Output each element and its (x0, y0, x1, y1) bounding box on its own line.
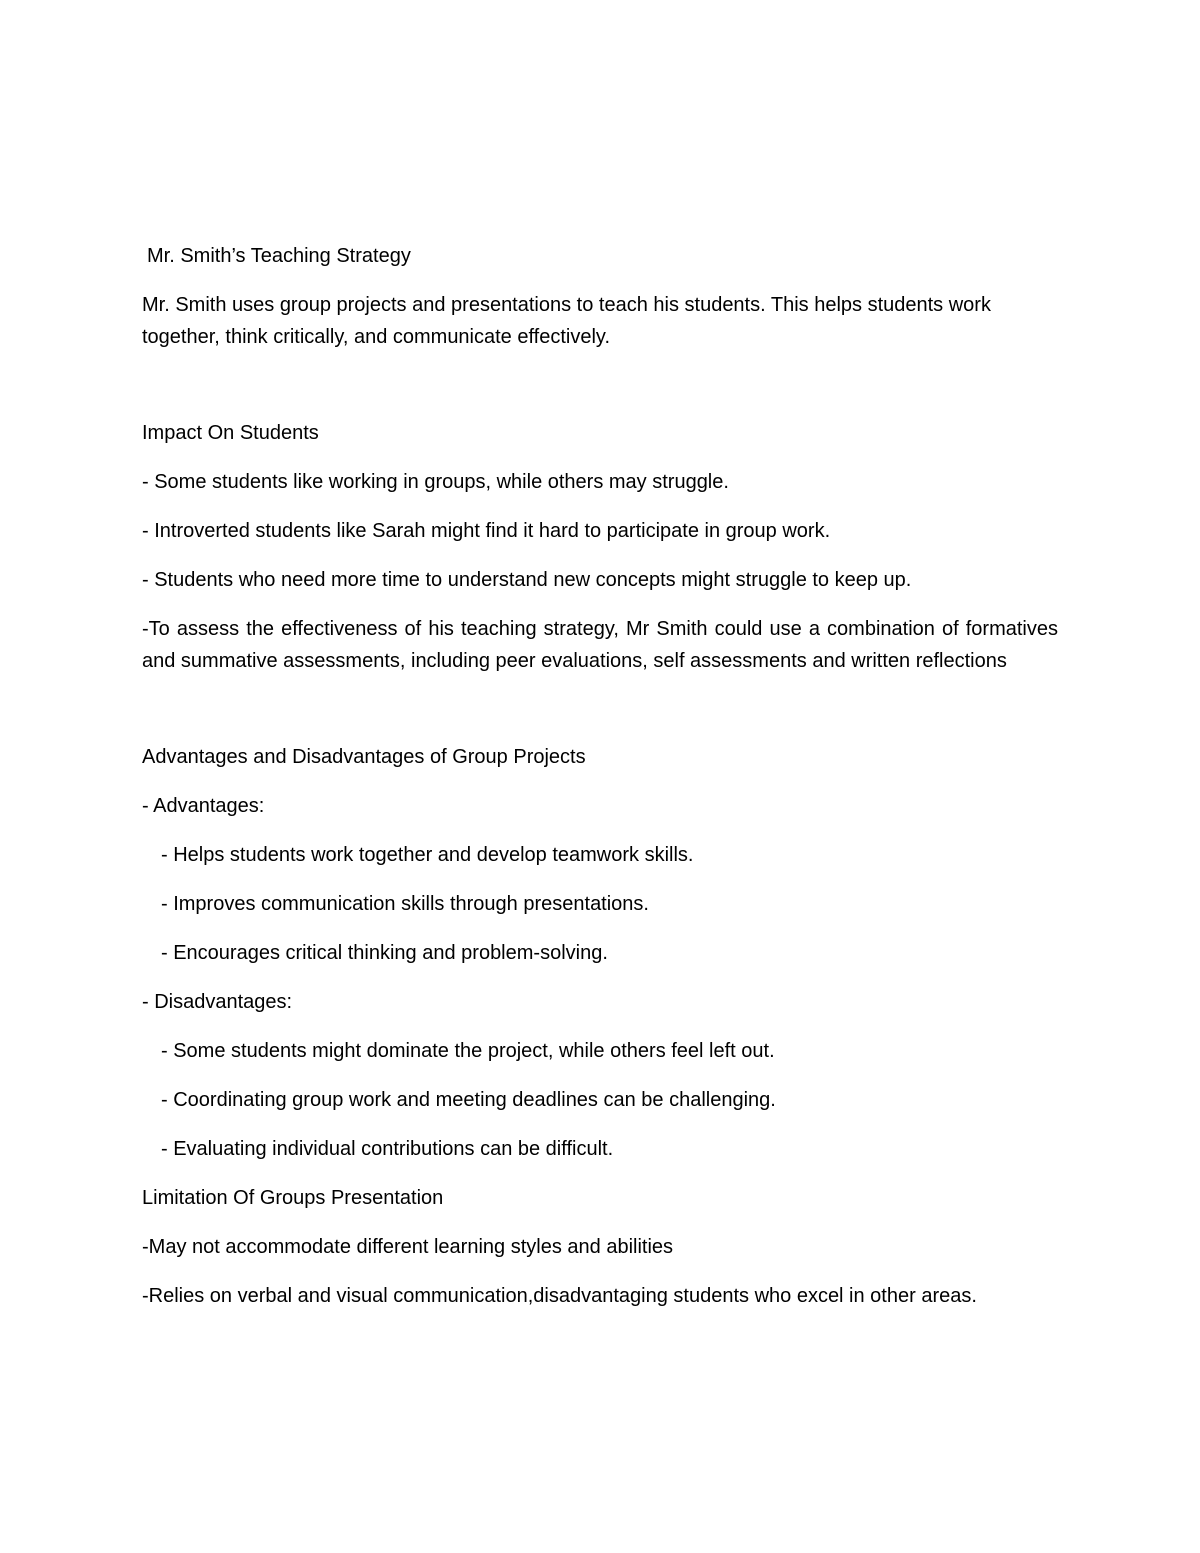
disadvantages-label: - Disadvantages: (142, 991, 293, 1013)
document-title: Mr. Smith’s Teaching Strategy (147, 245, 411, 267)
advantage-item: - Helps students work together and develop teamwork skills. (161, 844, 694, 866)
limitation-item: -May not accommodate different learning styles and abilities (142, 1236, 674, 1258)
advantage-item: - Encourages critical thinking and problem-solving. (161, 942, 608, 964)
advantage-item: - Improves communication skills through presentations. (161, 893, 649, 915)
impact-item: - Introverted students like Sarah might find it hard to participate in group work. (142, 520, 831, 542)
impact-item: - Students who need more time to understand new concepts might struggle to keep up. (142, 569, 912, 591)
limitations-heading: Limitation Of Groups Presentation (142, 1187, 444, 1209)
advantages-label: - Advantages: (142, 795, 265, 817)
disadvantage-item: - Evaluating individual contributions can be difficult. (161, 1138, 614, 1160)
limitation-item: -Relies on verbal and visual communication,disadvantaging students who excel in other areas. (142, 1285, 977, 1307)
intro-paragraph: Mr. Smith uses group projects and presentations to teach his students. This helps students work together, think critically, and communicate effectively. (142, 294, 991, 348)
impact-item-assessment: -To assess the effectiveness of his teaching strategy, Mr Smith could use a combination of formatives and summative assessments, including peer evaluations, self assessments and written reflections (142, 618, 1058, 672)
impact-heading: Impact On Students (142, 422, 319, 444)
document-body (142, 240, 1058, 1312)
disadvantage-item: - Some students might dominate the project, while others feel left out. (161, 1040, 775, 1062)
disadvantage-item: - Coordinating group work and meeting deadlines can be challenging. (161, 1089, 776, 1111)
impact-item: - Some students like working in groups, while others may struggle. (142, 471, 729, 493)
advantages-section-heading: Advantages and Disadvantages of Group Projects (142, 746, 586, 768)
